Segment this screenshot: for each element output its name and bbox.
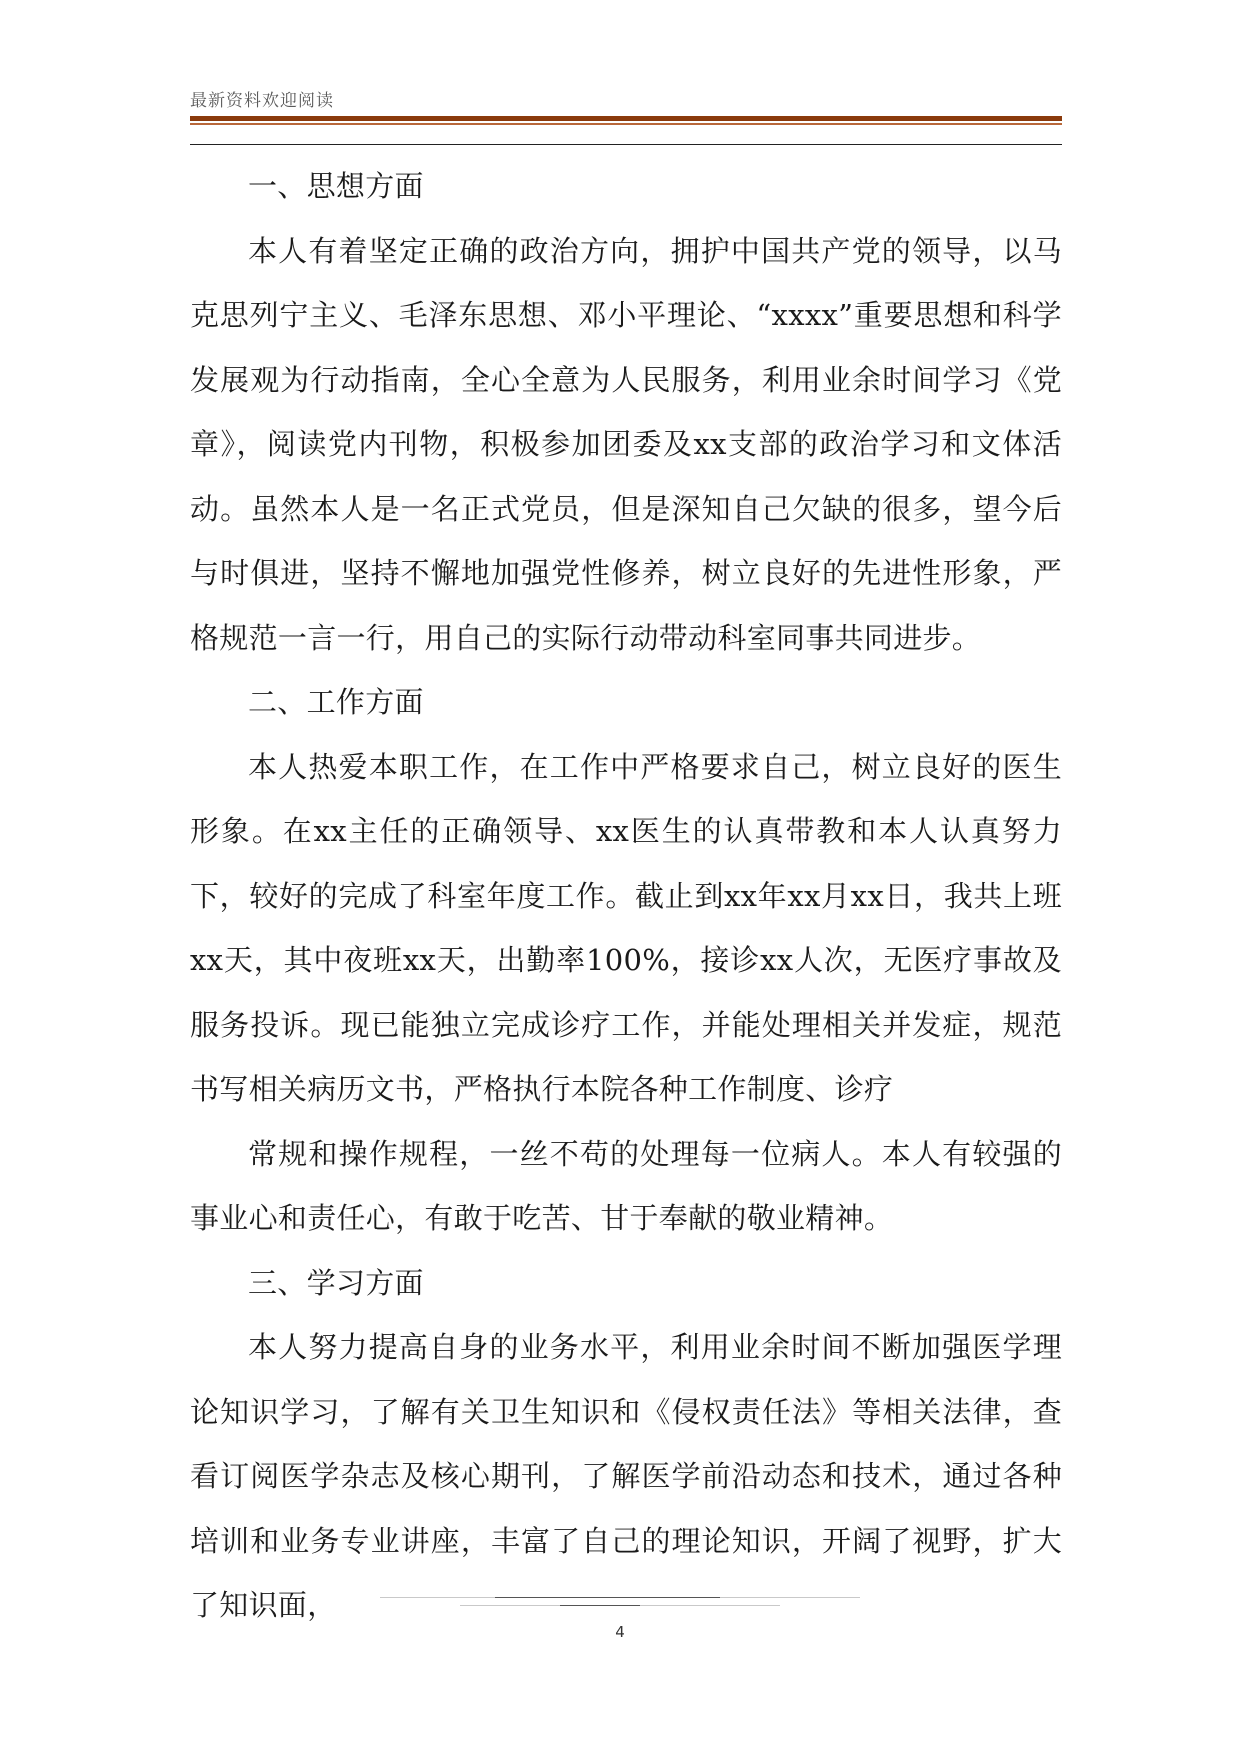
section-heading-study: 三、学习方面 [248,1265,424,1300]
paragraph-study: 本人努力提高自身的业务水平，利用业余时间不断加强医学理论知识学习，了解有关卫生知识和《侵权责任法》等相关法律，查看订阅医学杂志及核心期刊，了解医学前沿动态和技术，通过各种培训和业务专业讲座，丰富了自己的理论知识，开阔了视野，扩大了知识面， [190,1330,1062,1622]
paragraph-work-2: 常规和操作规程，一丝不苟的处理每一位病人。本人有较强的事业心和责任心，有敢于吃苦、甘于奉献的敬业精神。 [190,1136,1062,1235]
header-rule-mid [190,123,1062,125]
paragraph-thought: 本人有着坚定正确的政治方向，拥护中国共产党的领导，以马克思列宁主义、毛泽东思想、邓小平理论、“xxxx”重要思想和科学发展观为行动指南，全心全意为人民服务，利用业余时间学习《党章》，阅读党内刊物，积极参加团委及xx支部的政治学习和文体活动。虽然本人是一名正式党员，但是深知自己欠缺的很多，望今后与时俱进，坚持不懈地加强党性修养，树立良好的先进性形象，严格规范一言一行，用自己的实际行动带动科室同事共同进步。 [190,233,1062,655]
header-rule-thick [190,116,1062,121]
page-number: 4 [615,1623,625,1641]
header-rule-thin [190,144,1062,145]
footer-rule-short [560,1605,640,1606]
paragraph-work-1: 本人热爱本职工作，在工作中严格要求自己，树立良好的医生形象。在xx主任的正确领导、xx医生的认真带教和本人认真努力下，较好的完成了科室年度工作。截止到xx年xx月xx日，我共上班xx天，其中夜班xx天，出勤率100%，接诊xx人次，无医疗事故及服务投诉。现已能独立完成诊疗工作，并能处理相关并发症，规范书写相关病历文书，严格执行本院各种工作制度、诊疗 [190,749,1062,1106]
document-body [190,154,1062,1638]
header-text: 最新资料欢迎阅读 [190,91,334,111]
section-heading-work: 二、工作方面 [248,685,424,719]
page-footer [380,1597,860,1657]
page-header [190,88,1062,125]
section-heading-thought: 一、思想方面 [248,169,424,203]
footer-rule-inner [495,1597,720,1598]
